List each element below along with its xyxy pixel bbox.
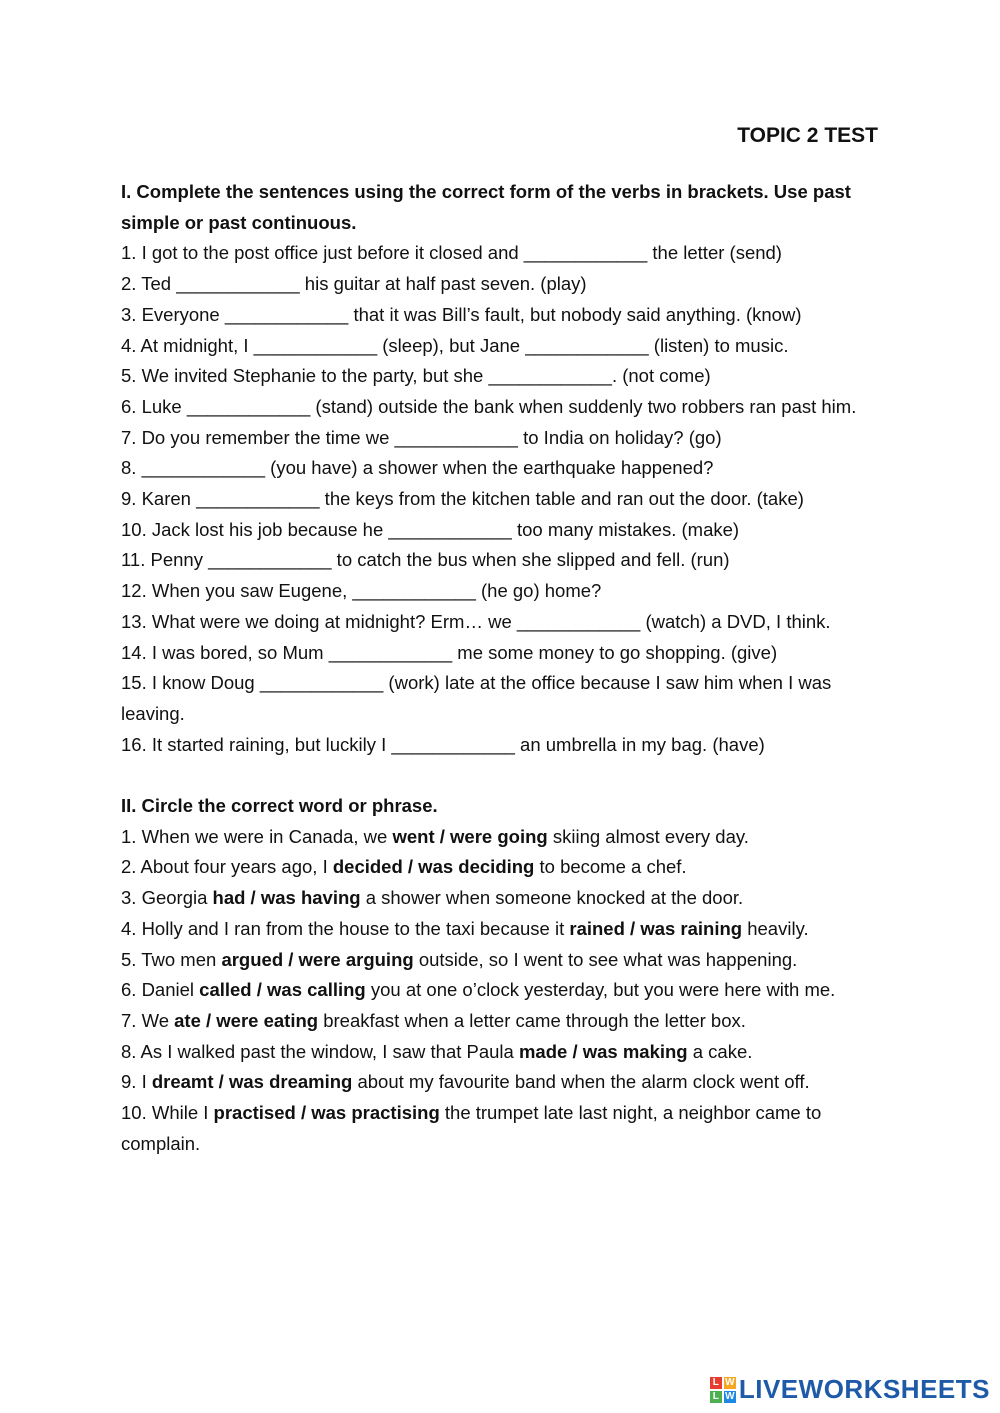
choice-options[interactable]: argued / were arguing: [221, 948, 414, 970]
choice-options[interactable]: had / was having: [212, 887, 361, 909]
choice-item: 6. Daniel called / was calling you at one o’clock yesterday, but you were here with me.: [121, 979, 836, 1001]
choice-options[interactable]: rained / was raining: [569, 917, 743, 939]
choice-options[interactable]: dreamt / was dreaming: [151, 1071, 353, 1093]
exercise-item: 8. ____________ (you have) a shower when the earthquake happened?: [121, 457, 714, 479]
section1-list: [121, 238, 881, 760]
choice-options[interactable]: called / was calling: [199, 979, 366, 1001]
choice-item: 8. As I walked past the window, I saw that Paula made / was making a cake.: [121, 1040, 753, 1062]
choice-options[interactable]: practised / was practising: [213, 1102, 440, 1124]
choice-item: 9. I dreamt / was dreaming about my favourite band when the alarm clock went off.: [121, 1071, 810, 1093]
choice-item: 4. Holly and I ran from the house to the taxi because it rained / was raining heavily.: [121, 917, 809, 939]
exercise-item: 10. Jack lost his job because he ____________ too many mistakes. (make): [121, 518, 740, 540]
choice-item: 10. While I practised / was practising the trumpet late last night, a neighbor came to complain.: [121, 1102, 822, 1154]
exercise-item: 6. Luke ____________ (stand) outside the bank when suddenly two robbers ran past him.: [121, 395, 857, 417]
logo-mark-tile: L: [710, 1391, 722, 1403]
choice-options[interactable]: made / was making: [518, 1040, 688, 1062]
choice-options[interactable]: decided / was deciding: [332, 856, 535, 878]
choice-item: 1. When we were in Canada, we went / were going skiing almost every day.: [121, 825, 749, 847]
section1-heading: I. Complete the sentences using the correct form of the verbs in brackets. Use past simple or past continuous.: [121, 181, 851, 233]
logo-text: LIVEWORKSHEETS: [738, 1374, 990, 1404]
exercise-item: 12. When you saw Eugene, ____________ (he go) home?: [121, 580, 602, 602]
page-title: TOPIC 2 TEST: [737, 124, 878, 147]
logo-mark-tile: L: [710, 1377, 722, 1389]
section2-heading: II. Circle the correct word or phrase.: [121, 795, 438, 817]
choice-item: 3. Georgia had / was having a shower when someone knocked at the door.: [121, 887, 744, 909]
exercise-item: 2. Ted ____________ his guitar at half past seven. (play): [121, 273, 587, 295]
logo-mark-tile: W: [725, 1376, 735, 1388]
choice-item: 2. About four years ago, I decided / was deciding to become a chef.: [121, 856, 687, 878]
choice-item: 7. We ate / were eating breakfast when a letter came through the letter box.: [121, 1009, 746, 1031]
exercise-item: 13. What were we doing at midnight? Erm… we ____________ (watch) a DVD, I think.: [121, 610, 831, 632]
choice-item: 5. Two men argued / were arguing outside, so I went to see what was happening.: [121, 948, 798, 970]
choice-options[interactable]: went / were going: [392, 825, 548, 847]
exercise-item: 14. I was bored, so Mum ____________ me some money to go shopping. (give): [121, 641, 778, 663]
exercise-item: 9. Karen ____________ the keys from the kitchen table and ran out the door. (take): [121, 488, 804, 510]
exercise-item: 15. I know Doug ____________ (work) late at the office because I saw him when I was leaving.: [121, 672, 832, 724]
exercise-item: 1. I got to the post office just before it closed and ____________ the letter (send): [121, 242, 782, 264]
exercise-item: 5. We invited Stephanie to the party, but she ____________. (not come): [121, 365, 711, 387]
worksheet-content: [121, 177, 881, 1159]
liveworksheets-logo: [710, 1374, 990, 1405]
exercise-item: 3. Everyone ____________ that it was Bill’s fault, but nobody said anything. (know): [121, 303, 802, 325]
exercise-item: 16. It started raining, but luckily I ____________ an umbrella in my bag. (have): [121, 733, 765, 755]
logo-mark-tile: W: [725, 1390, 735, 1402]
choice-options[interactable]: ate / were eating: [174, 1009, 319, 1031]
exercise-item: 7. Do you remember the time we ____________ to India on holiday? (go): [121, 426, 722, 448]
exercise-item: 4. At midnight, I ____________ (sleep), but Jane ____________ (listen) to music.: [121, 334, 789, 356]
section2-list: [121, 822, 881, 1160]
exercise-item: 11. Penny ____________ to catch the bus when she slipped and fell. (run): [121, 549, 730, 571]
logo-mark-icon: [710, 1377, 736, 1403]
section-spacer: [121, 760, 881, 791]
